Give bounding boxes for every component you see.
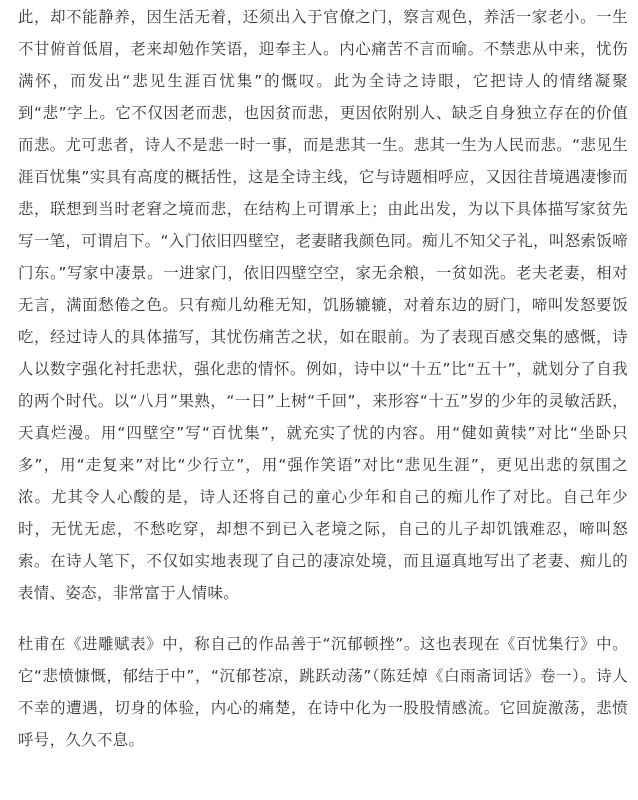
paragraph-2: 杜甫在《进雕赋表》中，称自己的作品善于“沉郁顿挫”。这也表现在《百忧集行》中。它“悲愤慷慨，郁结于中”，“沉郁苍凉，跳跃动荡”（陈廷焯《白雨斋词话》卷一）。诗人不幸的遭遇，切身的体验，内心的痛楚，在诗中化为一股股情感流。它回旋激荡，悲愤呼号，久久不息。	[18, 635, 628, 749]
paragraph-1: 此，却不能静养，因生活无着，还须出入于官僚之门，察言观色，养活一家老小。一生不甘俯首低眉，老来却勉作笑语，迎奉主人。内心痛苦不言而喻。不禁悲从中来，忧伤满怀，而发出“悲见生涯百忧集”的慨叹。此为全诗之诗眼，它把诗人的情绪凝聚到“悲”字上。它不仅因老而悲，也因贫而悲，更因依附别人、缺乏自身独立存在的价值而悲。尤可悲者，诗人不是悲一时一事，而是悲其一生。悲其一生为人民而悲。“悲见生涯百忧集”实具有高度的概括性，这是全诗主线，它与诗题相呼应，又因往昔境遇凄惨而悲，联想到当时老窘之境而悲，在结构上可谓承上；由此出发，为以下具体描写家贫先写一笔，可谓启下。“入门依旧四壁空，老妻睹我颜色同。痴儿不知父子礼，叫怒索饭啼门东。”写家中凄景。一进家门，依旧四壁空空，家无余粮，一贫如洗。老夫老妻，相对无言，满面愁倦之色。只有痴儿幼稚无知，饥肠辘辘，对着东边的厨门，啼叫发怒要饭吃，经过诗人的具体描写，其忧伤痛苦之状，如在眼前。为了表现百感交集的感慨，诗人以数字强化衬托悲状，强化悲的情怀。例如，诗中以“十五”比“五十”，就划分了自我的两个时代。以“八月”果熟，“一日”上树“千回”，来形容“十五”岁的少年的灵敏活跃，天真烂漫。用“四壁空”写“百忧集”，就充实了忧的内容。用“健如黄犊”对比“坐卧只多”，用“走复来”对比“少行立”，用“强作笑语”对比“悲见生涯”，更见出悲的氛围之浓。尤其令人心酸的是，诗人还将自己的童心少年和自己的痴儿作了对比。自己年少时，无忧无虑，不愁吃穿，却想不到已入老境之际，自己的儿子却饥饿难忍，啼叫怒索。在诗人笔下，不仅如实地表现了自己的凄凉处境，而且逼真地写出了老妻、痴儿的表情、姿态，非常富于人情味。	[18, 8, 628, 602]
